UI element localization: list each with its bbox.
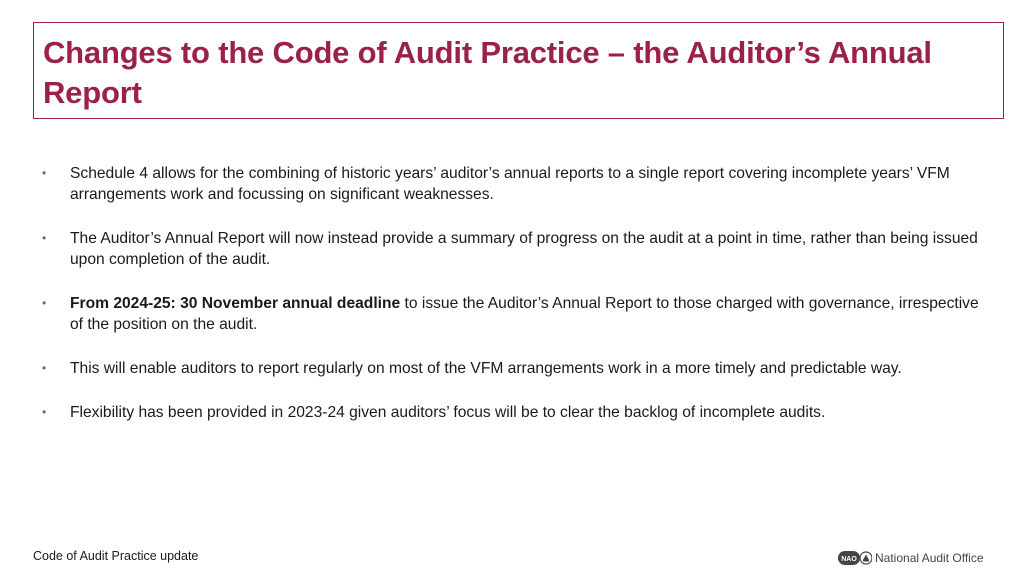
- bullet-dot-icon: •: [42, 166, 47, 180]
- bullet-dot-icon: •: [42, 296, 47, 310]
- bullet-text: The Auditor’s Annual Report will now instead provide a summary of progress on the audit at a point in time, rather than being issued upon completion of the audit.: [70, 230, 978, 268]
- bullet-list: [42, 163, 992, 446]
- bullet-bold-lead: From 2024-25: 30 November annual deadline: [70, 295, 401, 312]
- bullet-item: [42, 163, 992, 205]
- bullet-text: Flexibility has been provided in 2023-24 given auditors’ focus will be to clear the backlog of incomplete audits.: [70, 404, 826, 421]
- bullet-dot-icon: •: [42, 231, 47, 245]
- nao-badge-icon: [838, 549, 872, 567]
- slide-title: Changes to the Code of Audit Practice – the Auditor’s Annual Report: [43, 35, 932, 110]
- bullet-text: to issue the Auditor’s Annual Report to those charged with governance, irrespective of the position on the audit.: [70, 295, 979, 333]
- nao-logo: [838, 548, 984, 568]
- bullet-item: [42, 402, 992, 423]
- title-box: [33, 22, 1004, 119]
- bullet-item: [42, 293, 992, 335]
- bullet-item: [42, 358, 992, 379]
- logo-abbrev: NAO: [841, 556, 857, 564]
- footer-caption: Code of Audit Practice update: [33, 549, 199, 563]
- bullet-text: This will enable auditors to report regularly on most of the VFM arrangements work in a more timely and predictable way.: [70, 360, 902, 377]
- bullet-item: [42, 228, 992, 270]
- bullet-text: Schedule 4 allows for the combining of historic years’ auditor’s annual reports to a single report covering incomplete years’ VFM arrangements work and focussing on significant weaknesses.: [70, 165, 950, 203]
- logo-name: National Audit Office: [875, 551, 984, 565]
- bullet-dot-icon: •: [42, 361, 47, 375]
- bullet-dot-icon: •: [42, 405, 47, 419]
